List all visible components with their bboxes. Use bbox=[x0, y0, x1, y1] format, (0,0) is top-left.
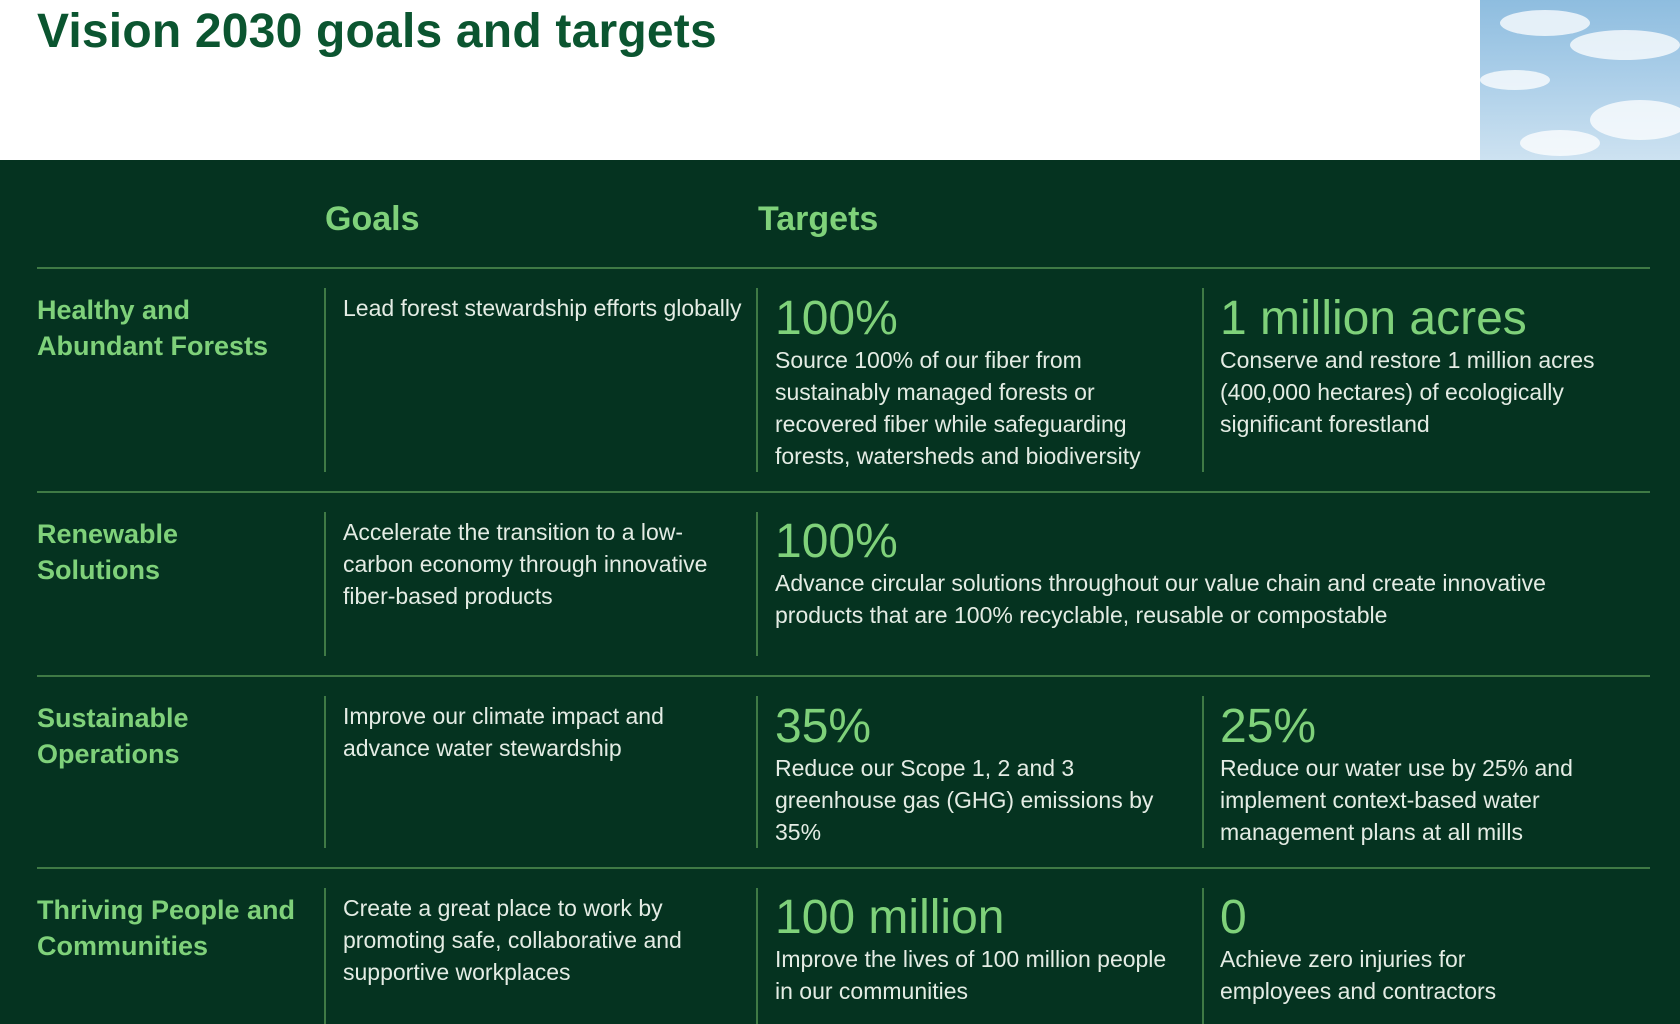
header-band bbox=[0, 0, 1680, 160]
divider bbox=[37, 491, 1650, 493]
page-title: Vision 2030 goals and targets bbox=[37, 5, 717, 58]
divider bbox=[1202, 288, 1204, 472]
goal-text: Improve our climate impact and advance water stewardship bbox=[343, 703, 664, 761]
goal-text: Accelerate the transition to a low-carbon economy through innovative fiber-based products bbox=[343, 519, 708, 609]
category-label: Sustainable Operations bbox=[37, 703, 189, 769]
column-header-targets: Targets bbox=[758, 200, 879, 238]
divider bbox=[324, 888, 326, 1024]
target-value: 100% bbox=[775, 515, 898, 568]
divider bbox=[324, 288, 326, 472]
target-description: Advance circular solutions throughout our value chain and create innovative products that are 100% recyclable, reusable or compostable bbox=[775, 570, 1546, 628]
divider bbox=[756, 888, 758, 1024]
sky-photo bbox=[1480, 0, 1680, 160]
target-value: 35% bbox=[775, 700, 872, 753]
target-description: Achieve zero injuries for employees and contractors bbox=[1220, 946, 1497, 1004]
target-description: Conserve and restore 1 million acres (400,000 hectares) of ecologically significant forestland bbox=[1220, 347, 1595, 437]
target-value: 100 million bbox=[775, 891, 1005, 944]
target-description: Improve the lives of 100 million people in our communities bbox=[775, 946, 1167, 1004]
category-label: Healthy and Abundant Forests bbox=[37, 295, 269, 361]
target-value: 25% bbox=[1220, 700, 1317, 753]
column-header-goals: Goals bbox=[325, 200, 420, 238]
goal-text: Create a great place to work by promoting safe, collaborative and supportive workplaces bbox=[343, 895, 682, 985]
target-description: Reduce our Scope 1, 2 and 3 greenhouse gas (GHG) emissions by 35% bbox=[775, 755, 1154, 845]
divider bbox=[756, 696, 758, 848]
divider bbox=[37, 867, 1650, 869]
divider bbox=[37, 267, 1650, 269]
goal-text: Lead forest stewardship efforts globally bbox=[343, 295, 742, 321]
divider bbox=[1202, 696, 1204, 848]
target-description: Reduce our water use by 25% and implement context-based water management plans at all mills bbox=[1220, 755, 1573, 845]
target-description: Source 100% of our fiber from sustainably managed forests or recovered fiber while safeguarding forests, watersheds and biodiversity bbox=[775, 347, 1141, 469]
target-value: 100% bbox=[775, 292, 898, 345]
divider bbox=[756, 288, 758, 472]
category-label: Renewable Solutions bbox=[37, 519, 179, 585]
divider bbox=[324, 512, 326, 656]
divider bbox=[37, 675, 1650, 677]
target-value: 0 bbox=[1220, 891, 1247, 944]
divider bbox=[756, 512, 758, 656]
divider bbox=[324, 696, 326, 848]
category-label: Thriving People and Communities bbox=[37, 895, 296, 961]
target-value: 1 million acres bbox=[1220, 292, 1527, 345]
divider bbox=[1202, 888, 1204, 1024]
